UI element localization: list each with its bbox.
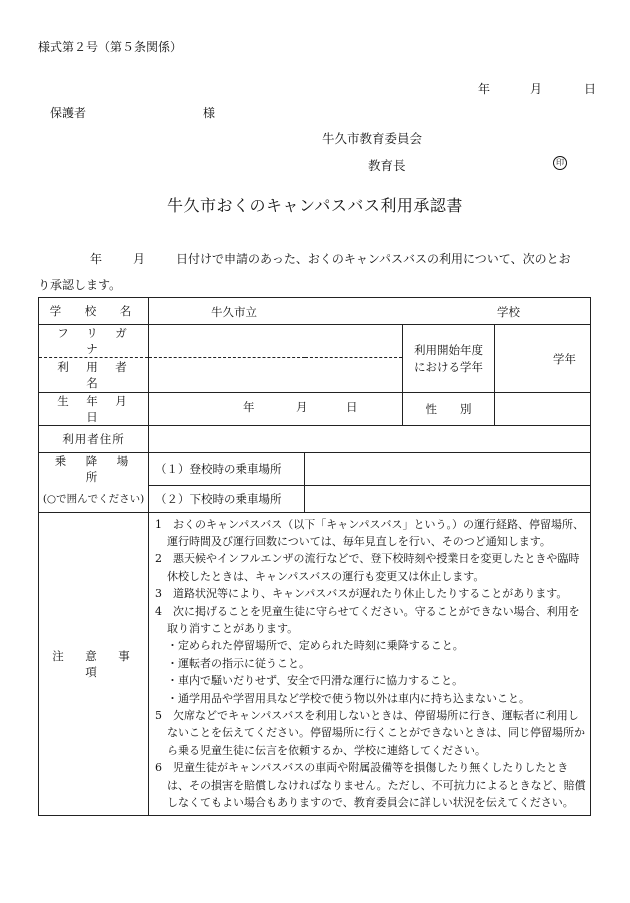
- document-title: 牛久市おくのキャンパスバス利用承認書: [167, 196, 463, 215]
- user-name-field[interactable]: [149, 358, 403, 393]
- note-item: 6 児童生徒がキャンパスバスの車両や附属設備等を損傷したり無くしたりしたときは、その損害を賠償しなければなりません。ただし、不可抗力によるときなど、賠償しなくてもよい場合もありますので、教育委員会に詳しい状況を伝えてください。: [155, 761, 586, 809]
- birth-date-field[interactable]: [149, 393, 403, 426]
- stop-location-note: (○で囲んでください): [39, 485, 149, 512]
- intro-line-1: [38, 250, 598, 266]
- start-grade-label-2: における学年: [414, 359, 483, 374]
- seal-icon: 印: [553, 156, 567, 170]
- date-year-label: 年: [478, 82, 491, 96]
- superintendent-title: 教育長: [368, 158, 406, 173]
- stop-option-2-field[interactable]: [305, 485, 591, 512]
- intro-line-2: り承認します。: [38, 278, 122, 292]
- approval-table: [38, 297, 591, 816]
- stop-option-1[interactable]: （１）登校時の乗車場所: [149, 453, 305, 486]
- school-prefix: 牛久市立: [211, 305, 257, 319]
- note-item: 3 道路状況等により、キャンパスバスが遅れたり休止したりすることがあります。: [155, 587, 568, 601]
- birth-date-label: 生 年 月 日: [39, 393, 149, 426]
- note-item: 1 おくのキャンパスバス（以下「キャンパスバス」という。）の運行経路、停留場所、運行時間及び運行回数については、毎年見直しを行い、そのつど通知します。: [155, 517, 584, 548]
- board-of-education: 牛久市教育委員会: [322, 131, 423, 146]
- intro-year: 年: [90, 252, 103, 266]
- note-bullet: ・車内で騒いだりせず、安全で円滑な運行に協力すること。: [167, 674, 464, 688]
- guardian-label: 保護者: [50, 106, 87, 120]
- note-bullet: ・定められた停留場所で、定められた時刻に乗降すること。: [167, 639, 464, 653]
- address-label: 利用者住所: [39, 426, 149, 453]
- note-item: 5 欠席などでキャンパスバスを利用しないときは、停留場所に行き、運転者に利用しないことを伝えてください。停留場所に行くことができないときは、同じ停留場所から乗る児童生徒に伝言を依頼するか、学校に連絡してください。: [155, 708, 585, 757]
- grade-field[interactable]: [495, 325, 591, 393]
- start-grade-label-1: 利用開始年度: [414, 342, 483, 357]
- birth-year-label: 年: [243, 400, 255, 414]
- school-name-field[interactable]: [149, 298, 591, 325]
- school-name-label: 学 校 名: [39, 298, 149, 325]
- school-suffix: 学校: [497, 305, 520, 319]
- note-bullet: ・通学用品や学習用具など学校で使う物以外は車内に持ち込まないこと。: [167, 691, 530, 705]
- stop-location-label: 乗 降 場 所: [39, 453, 149, 486]
- date-day-label: 日: [584, 82, 597, 96]
- sex-label: 性 別: [403, 393, 495, 426]
- furigana-label: フ リ ガ ナ: [39, 325, 149, 358]
- form-number: 様式第２号（第５条関係）: [38, 40, 183, 54]
- date-month-label: 月: [530, 82, 543, 96]
- note-item: 4 次に掲げることを児童生徒に守らせてください。守ることができない場合、利用を取り消すことがあります。: [155, 604, 580, 635]
- sex-field[interactable]: [495, 393, 591, 426]
- grade-suffix: 学年: [553, 351, 576, 366]
- stop-option-2[interactable]: （２）下校時の乗車場所: [149, 485, 305, 512]
- start-grade-label: [403, 325, 495, 393]
- note-item: 2 悪天候やインフルエンザの流行などで、登下校時刻や授業日を変更したときや臨時休校したときは、キャンパスバスの運行も変更又は休止します。: [155, 552, 580, 583]
- user-name-label: 利 用 者 名: [39, 358, 149, 393]
- guardian-suffix: 様: [203, 106, 216, 120]
- birth-month-label: 月: [296, 400, 308, 414]
- notes-label: 注 意 事 項: [39, 512, 149, 816]
- stop-option-1-field[interactable]: [305, 453, 591, 486]
- birth-day-label: 日: [346, 400, 358, 414]
- intro-month: 月: [133, 252, 146, 266]
- intro-text-1: 日付けで申請のあった、おくのキャンパスバスの利用について、次のとお: [176, 252, 571, 266]
- notes-body: [149, 512, 591, 816]
- note-bullet: ・運転者の指示に従うこと。: [167, 656, 310, 670]
- address-field[interactable]: [149, 426, 591, 453]
- furigana-field[interactable]: [149, 325, 403, 358]
